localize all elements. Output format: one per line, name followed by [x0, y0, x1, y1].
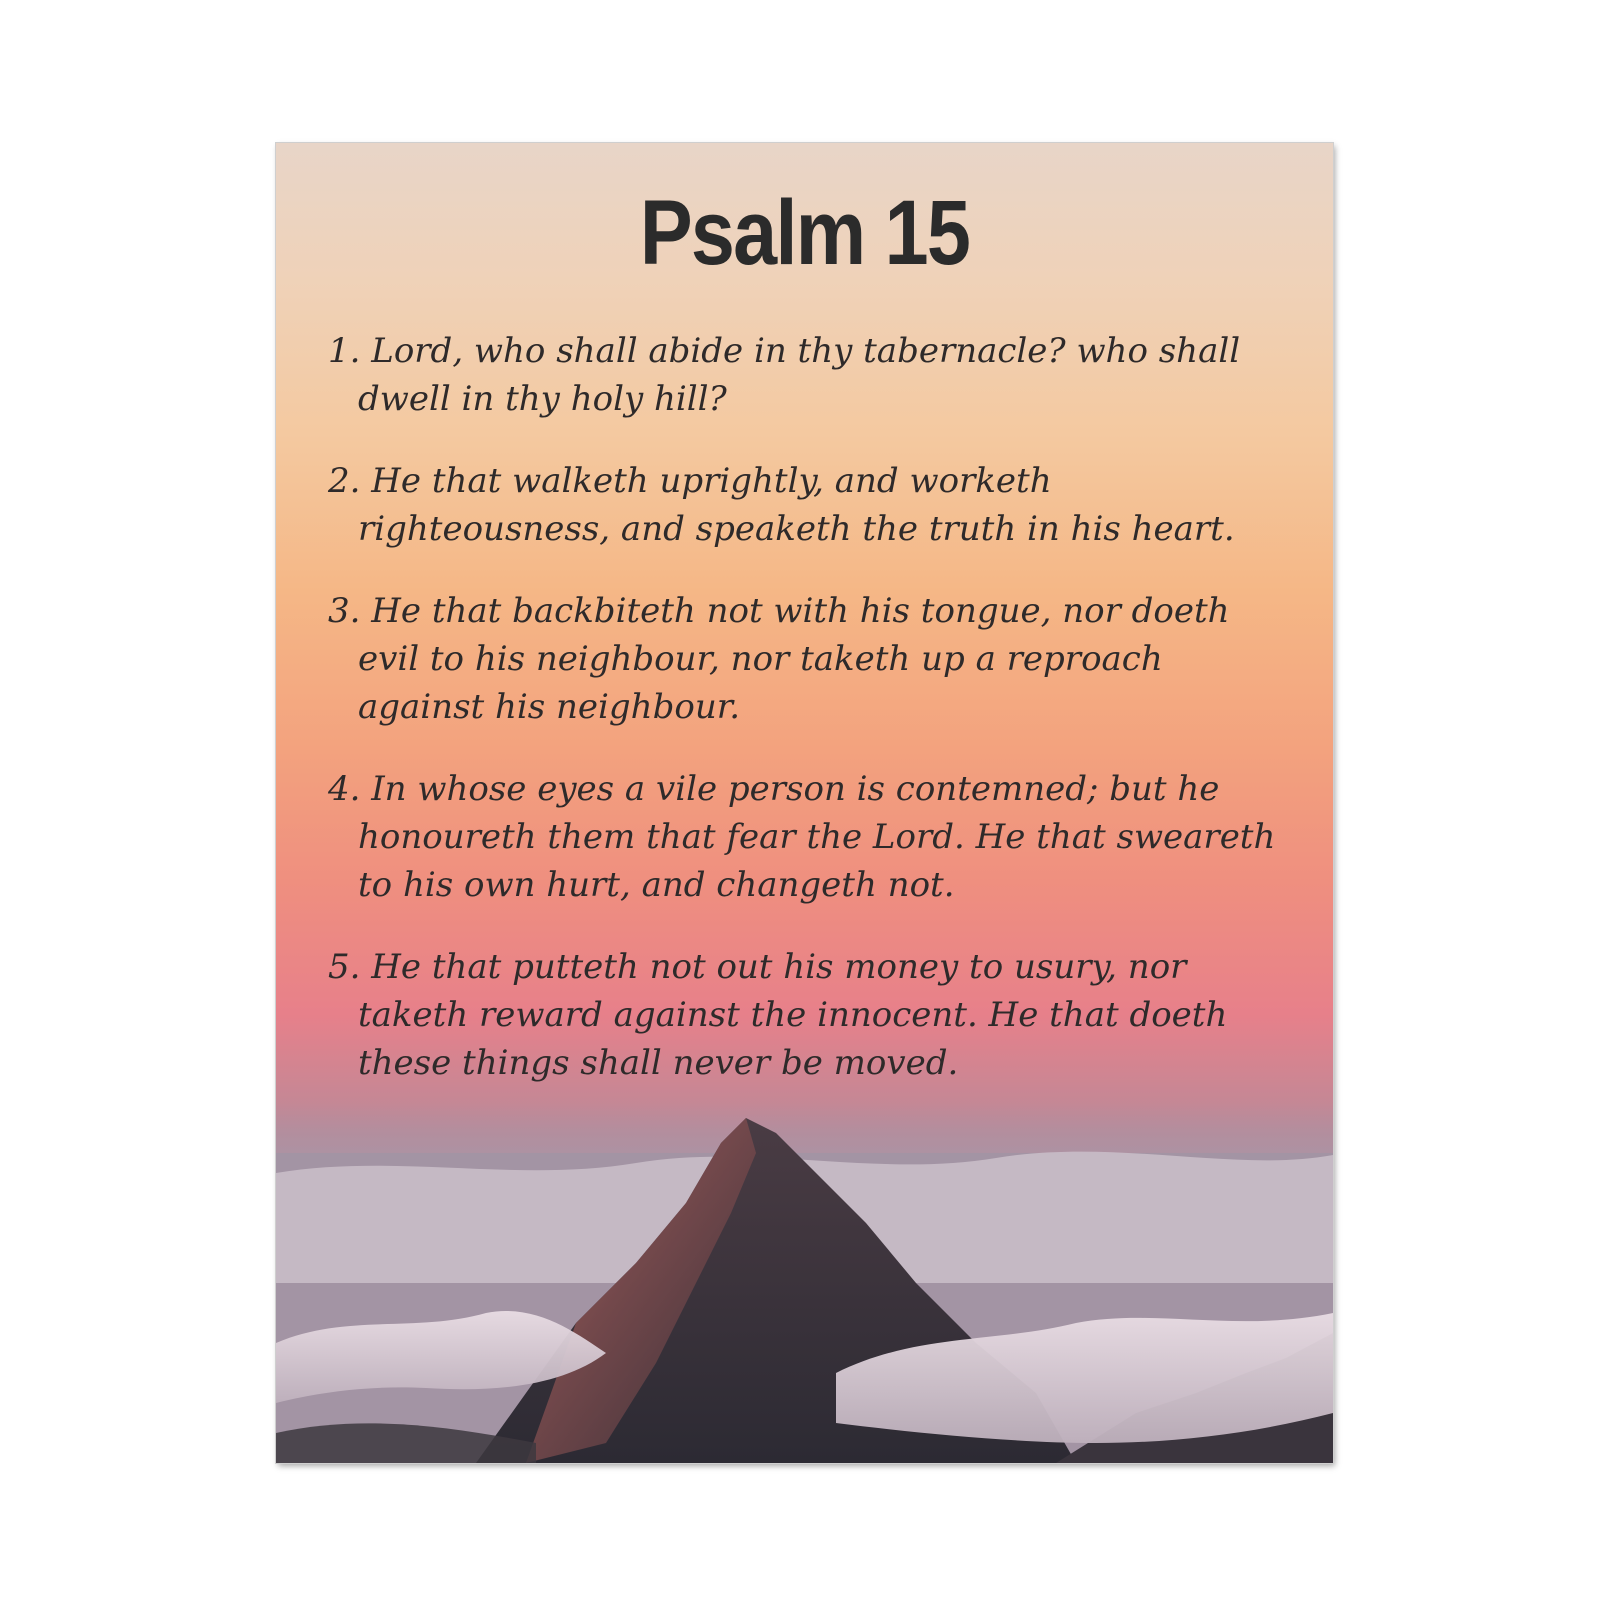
verse-2: 2. He that walketh uprightly, and worketh righteousness, and speaketh the truth in his heart. — [328, 461, 1235, 549]
poster-title: Psalm 15 — [639, 182, 970, 284]
verse-4: 4. In whose eyes a vile person is contemned; but he honoureth them that fear the Lord. He that sweareth to his own hurt, and changeth not. — [328, 769, 1276, 905]
verse-5: 5. He that putteth not out his money to usury, nor taketh reward against the innocent. He that doeth these things shall never be moved. — [328, 947, 1228, 1083]
canvas-print — [276, 143, 1333, 1463]
verse-3: 3. He that backbiteth not with his tongue, nor doeth evil to his neighbour, nor taketh up a reproach against his neighbour. — [328, 591, 1230, 727]
verse-1: 1. Lord, who shall abide in thy tabernacle? who shall dwell in thy holy hill? — [328, 331, 1241, 419]
verse-list — [328, 293, 1288, 1111]
